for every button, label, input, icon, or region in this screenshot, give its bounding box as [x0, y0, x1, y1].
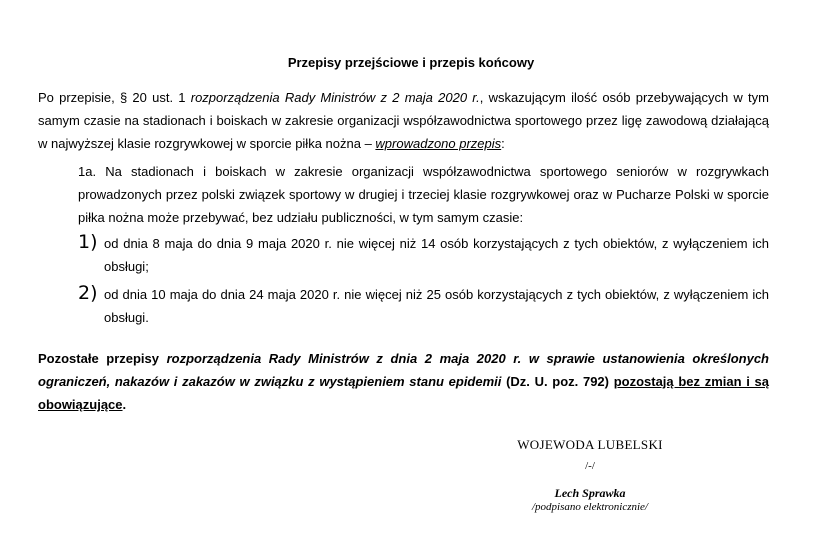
intro-text-1: Po przepisie, § 20 ust. 1 [38, 90, 191, 105]
signature-office: WOJEWODA LUBELSKI [517, 437, 663, 452]
list-item [78, 283, 769, 329]
intro-introduced-provision: wprowadzono przepis [375, 136, 502, 151]
list-item-text: od dnia 10 maja do dnia 24 maja 2020 r. nie więcej niż 25 osób korzystających z tych obiektów, z wyłączeniem ich obsługi. [104, 287, 769, 325]
signature-mark: /-/ [585, 460, 595, 472]
closing-remain-unchanged: pozostają bez zmian i są obowiązujące [38, 374, 769, 412]
list-item-text: od dnia 8 maja do dnia 9 maja 2020 r. nie więcej niż 14 osób korzystających z tych obiektów, z wyłączeniem ich obsługi; [104, 236, 769, 274]
intro-paragraph [38, 86, 769, 155]
intro-text-2: , wskazującym ilość osób przebywających w tym samym czasie na stadionach i boiskach w zakresie organizacji współzawodnictwa sportowego przez ligę zawodową działającą w najwyższej klasie rozgrywkowej w sporcie piłka nożna – [38, 90, 769, 151]
signature-name: Lech Sprawka [554, 486, 626, 500]
list-item-number: 1) [78, 231, 98, 253]
closing-paragraph [38, 347, 769, 416]
intro-text-3: : [501, 136, 505, 151]
intro-regulation-reference: rozporządzenia Rady Ministrów z 2 maja 2020 r. [190, 90, 480, 105]
list-item [78, 232, 769, 278]
closing-text-2: (Dz. U. poz. 792) [501, 374, 614, 389]
document-title: Przepisy przejściowe i przepis końcowy [287, 55, 535, 70]
list-item-number: 2) [78, 282, 98, 304]
closing-regulation-reference: rozporządzenia Rady Ministrów z dnia 2 maja 2020 r. w sprawie ustanowienia określonych ograniczeń, nakazów i zakazów w związku z wystąpieniem stanu epidemii [38, 351, 770, 389]
closing-text-3: . [122, 397, 127, 412]
closing-text-1: Pozostałe przepisy [38, 351, 167, 366]
amendment-paragraph: 1a. Na stadionach i boiskach w zakresie organizacji współzawodnictwa sportowego seniorów w rozgrywkach prowadzonych przez polski związek sportowy w drugiej i trzeciej klasie rozgrywkowej oraz w Pucharze Polski w sporcie piłka nożna może przebywać, bez udziału publiczności, w tym samym czasie: [78, 164, 769, 225]
signature-note: /podpisano elektronicznie/ [532, 501, 648, 513]
